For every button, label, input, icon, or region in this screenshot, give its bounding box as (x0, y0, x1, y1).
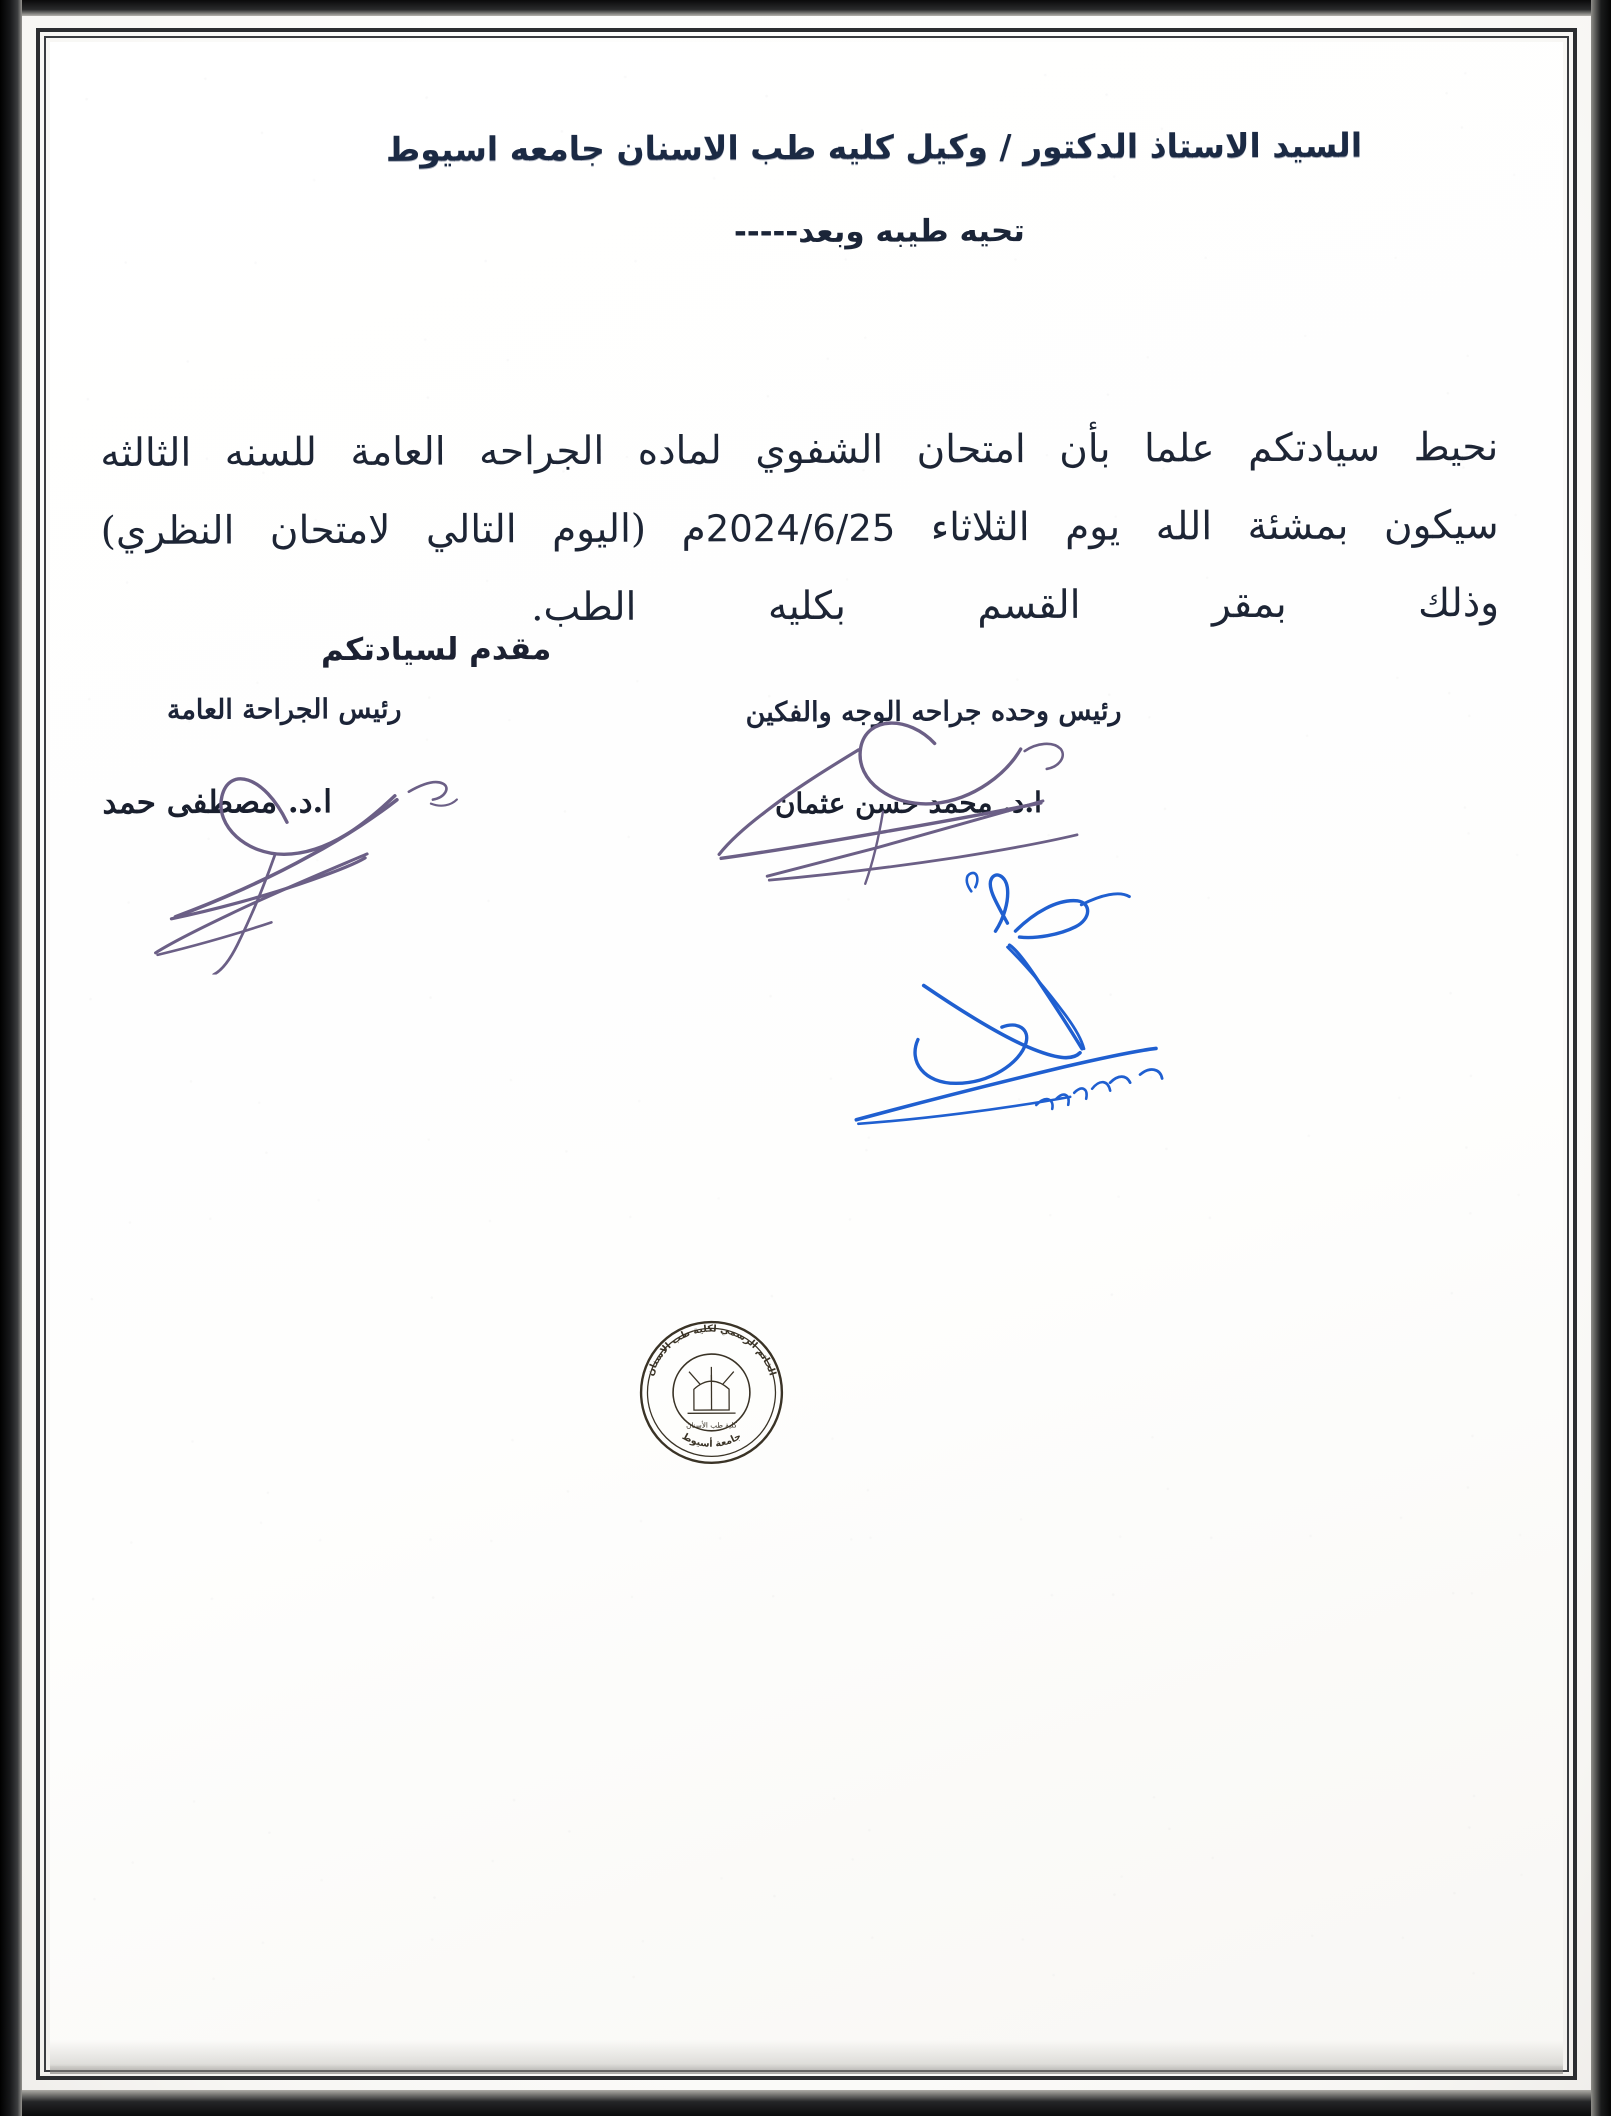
scan-edge-top (0, 0, 1611, 16)
signature-title-general-surgery: رئيس الجراحة العامة (166, 693, 402, 726)
handwritten-signature-general-surgery (78, 703, 499, 975)
signature-name-maxillofacial-unit: ا.د. محمد حسن عثمان (774, 785, 1042, 821)
body-line-3: وذلك بمقر القسم بكليه الطب. (530, 580, 1500, 631)
greeting-line: تحيه طيبه وبعد----- (733, 213, 1025, 251)
official-seal-stamp (631, 1312, 792, 1473)
submitted-to-label: مقدم لسيادتكم (320, 631, 552, 669)
body-line-2 (101, 487, 1499, 571)
exam-date: 2024/6/25 (705, 506, 896, 551)
scan-edge-right (1591, 0, 1611, 2116)
body-line-2-suffix: م (اليوم التالي لامتحان النظري) (100, 506, 706, 555)
signature-name-general-surgery: ا.د. مصطفى حمد (102, 784, 332, 822)
addressee-header: السيد الاستاذ الدكتور / وكيل كليه طب الاسنان جامعه اسيوط (385, 125, 1363, 169)
body-line-2-prefix: سيكون بمشئة الله يوم الثلاثاء (930, 502, 1499, 551)
seal-inner-text: كلية طب الأسنان (686, 1420, 738, 1430)
seal-outer-text-bottom: جامعة أسيوط (680, 1430, 744, 1450)
signature-title-maxillofacial-unit: رئيس وحده جراحه الوجه والفكين (745, 695, 1122, 729)
svg-text:جامعة أسيوط (680, 1431, 743, 1450)
handwritten-approval-annotation (819, 860, 1220, 1162)
body-line-1: نحيط سيادتكم علما بأن امتحان الشفوي لماده الجراحه العامة للسنه الثالثه (100, 424, 1499, 477)
document-content (46, 39, 1568, 2070)
body-paragraph (100, 409, 1499, 649)
scan-edge-left (0, 0, 22, 2116)
scan-edge-bottom (0, 2090, 1611, 2116)
seal-outer-text-top: الخاتم الرسمي لكلية طب الاسنان (645, 1323, 778, 1378)
